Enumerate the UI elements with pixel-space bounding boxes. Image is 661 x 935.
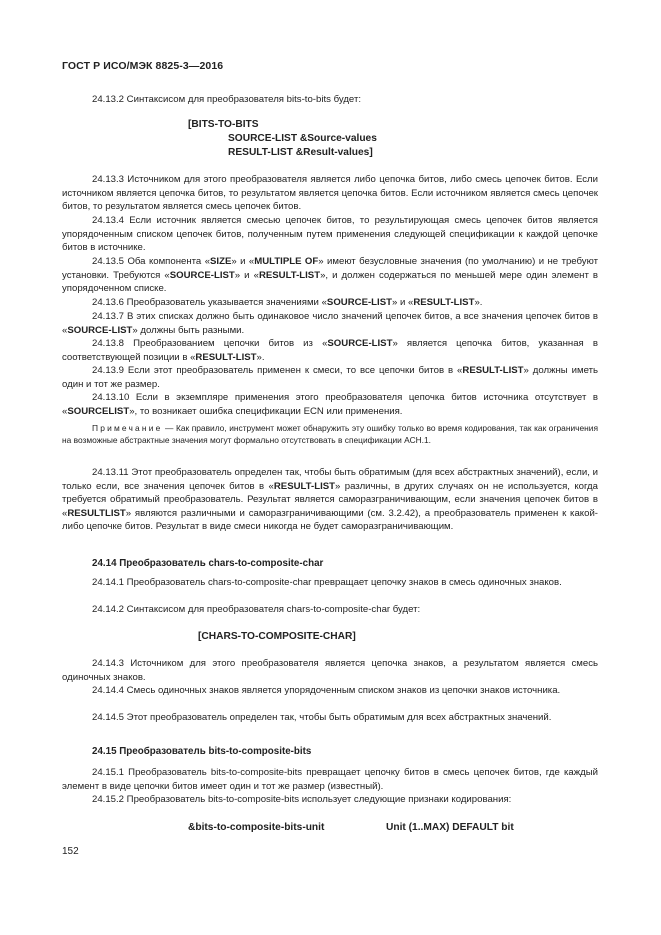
paragraph-24-13-8: 24.13.8 Преобразованием цепочки битов из «SOURCE-LIST» является цепочка битов, указанная в соответствующей позиции в «RESULT-LIST». (62, 338, 598, 363)
code-chars-to-composite-char: [CHARS-TO-COMPOSITE-CHAR] (198, 631, 356, 642)
paragraph-24-14-3: 24.14.3 Источником для этого преобразователя является цепочка знаков, а результатом является смесь одиночных знаков. (62, 658, 598, 683)
paragraph-24-13-2: 24.13.2 Синтаксисом для преобразователя bits-to-bits будет: (92, 94, 362, 105)
paragraph-24-13-3: 24.13.3 Источником для этого преобразователя является либо цепочка битов, либо смесь цепочек битов. Если источником является цепочка битов, то результатом является цепочка битов. Если источником является смесь цепочек битов, то результатом является смесь цепочек битов. (62, 174, 598, 213)
paragraph-24-15-2: 24.15.2 Преобразователь bits-to-composite-bits использует следующие признаки кодирования: (92, 794, 512, 805)
paragraph-24-14-2: 24.14.2 Синтаксисом для преобразователя chars-to-composite-char будет: (92, 604, 421, 615)
note-paragraph (62, 422, 598, 446)
section-heading-24-14: 24.14 Преобразователь chars-to-composite-char (92, 558, 324, 569)
note-label: Примечание (92, 423, 163, 433)
paragraph-24-13-10: 24.13.10 Если в экземпляре применения этого преобразователя цепочка битов источника отсутствует в «SOURCELIST», то возникает ошибка спецификации ECN или применения. (62, 392, 598, 417)
code-bits-to-bits-line3: RESULT-LIST &Result-values] (228, 147, 373, 158)
paragraph-24-14-1: 24.14.1 Преобразователь chars-to-composite-char превращает цепочку знаков в смесь одиночных знаков. (92, 577, 562, 588)
document-header: ГОСТ Р ИСО/МЭК 8825-3—2016 (62, 60, 224, 72)
page-number: 152 (62, 846, 79, 857)
paragraph-24-13-4: 24.13.4 Если источник является смесью цепочек битов, то результирующая смесь цепочек битов является упорядоченным списком цепочек битов, полученным путем применения следующей спецификации к каждой цепочке битов в источнике. (62, 215, 598, 254)
paragraph-24-13-7: 24.13.7 В этих списках должно быть одинаковое число значений цепочек битов, а все значения цепочек битов в «SOURCE-LIST» должны быть разными. (62, 311, 598, 336)
paragraph-24-13-5: 24.13.5 Оба компонента «SIZE» и «MULTIPLE OF» имеют безусловные значения (по умолчанию) и не требуют установки. Требуются «SOURCE-LIST» и «RESULT-LIST», и должен содержаться по меньшей мере один элемент в упорядоченном списке. (62, 256, 598, 295)
code-encoding-property-type: Unit (1..MAX) DEFAULT bit (386, 822, 514, 833)
paragraph-24-13-9: 24.13.9 Если этот преобразователь применен к смеси, то все цепочки битов в «RESULT-LIST» должны иметь один и тот же размер. (62, 365, 598, 390)
note-text: — Как правило, инструмент может обнаружить эту ошибку только во время кодирования, так как ограничения на возможные абстрактные значения могут формально отсутствовать в спецификации АСН.1. (62, 423, 598, 446)
code-encoding-property-name: &bits-to-composite-bits-unit (188, 822, 325, 833)
section-heading-24-15: 24.15 Преобразователь bits-to-composite-bits (92, 746, 312, 757)
paragraph-24-14-5: 24.14.5 Этот преобразователь определен так, чтобы быть обратимым для всех абстрактных значений. (92, 712, 552, 723)
paragraph-24-13-6: 24.13.6 Преобразователь указывается значениями «SOURCE-LIST» и «RESULT-LIST». (92, 297, 483, 308)
paragraph-24-13-11: 24.13.11 Этот преобразователь определен так, чтобы быть обратимым (для всех абстрактных значений), если, и только если, все значения цепочек битов в «RESULT-LIST» различны, в других случаях он не используется, когда требуется обратимый преобразователь. Результат является саморазграничивающим, если значения цепочек битов в «RESULTLIST» являются различными и саморазграничивающими (см. 3.2.42), а преобразователь применен к какой-либо цепочке битов. Результат в виде смеси никогда не будет саморазграничивающим. (62, 467, 598, 533)
code-bits-to-bits-line1: [BITS-TO-BITS (188, 119, 259, 130)
paragraph-24-14-4: 24.14.4 Смесь одиночных знаков является упорядоченным списком знаков из цепочки знаков источника. (92, 685, 561, 696)
paragraph-24-15-1: 24.15.1 Преобразователь bits-to-composite-bits превращает цепочку битов в смесь цепочек битов, где каждый элемент в виде цепочки битов имеет один и тот же размер (известный). (62, 767, 598, 792)
code-bits-to-bits-line2: SOURCE-LIST &Source-values (228, 133, 377, 144)
